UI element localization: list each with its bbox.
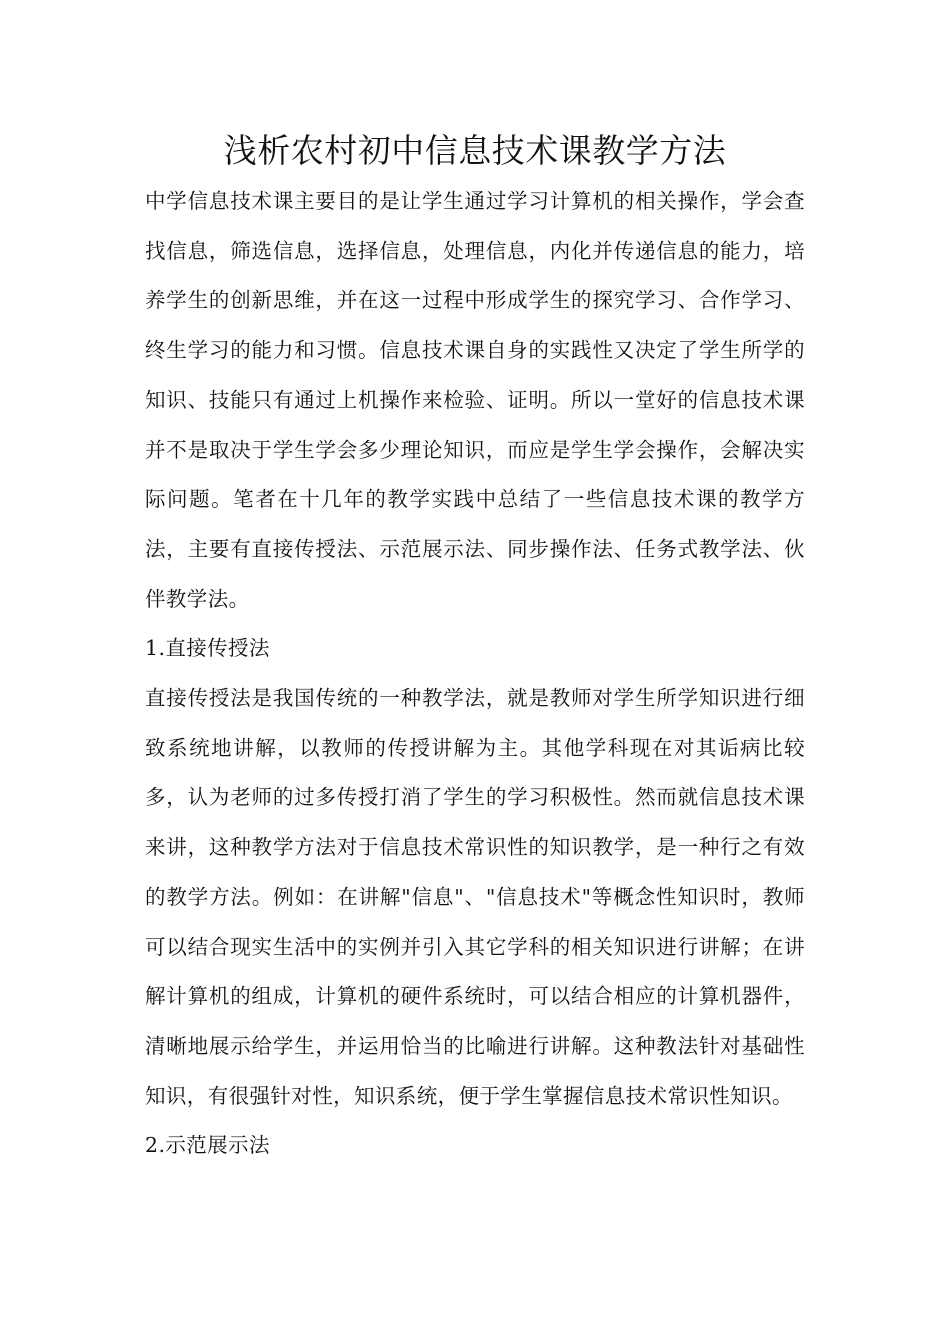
- document-title: 浅析农村初中信息技术课教学方法: [223, 131, 727, 170]
- document-body: [145, 177, 805, 1171]
- section-1-paragraph: 直接传授法是我国传统的一种教学法，就是教师对学生所学知识进行细致系统地讲解，以教师的传授讲解为主。其他学科现在对其诟病比较多，认为老师的过多传授打消了学生的学习积极性。然而就信息技术课来讲，这种教学方法对于信息技术常识性的知识教学，是一种行之有效的教学方法。例如：在讲解"信息"、"信息技术"等概念性知识时，教师可以结合现实生活中的实例并引入其它学科的相关知识进行讲解；在讲解计算机的组成，计算机的硬件系统时，可以结合相应的计算机器件，清晰地展示给学生，并运用恰当的比喻进行讲解。这种教法针对基础性知识，有很强针对性，知识系统，便于学生掌握信息技术常识性知识。: [145, 686, 805, 1108]
- section-2-heading: 2.示范展示法: [145, 1133, 270, 1158]
- section-1-heading: 1.直接传授法: [145, 636, 270, 661]
- intro-paragraph: 中学信息技术课主要目的是让学生通过学习计算机的相关操作，学会查找信息，筛选信息，选择信息，处理信息，内化并传递信息的能力，培养学生的创新思维，并在这一过程中形成学生的探究学习、合作学习、终生学习的能力和习惯。信息技术课自身的实践性又决定了学生所学的知识、技能只有通过上机操作来检验、证明。所以一堂好的信息技术课并不是取决于学生学会多少理论知识，而应是学生学会操作，会解决实际问题。笔者在十几年的教学实践中总结了一些信息技术课的教学方法，主要有直接传授法、示范展示法、同步操作法、任务式教学法、伙伴教学法。: [145, 189, 805, 611]
